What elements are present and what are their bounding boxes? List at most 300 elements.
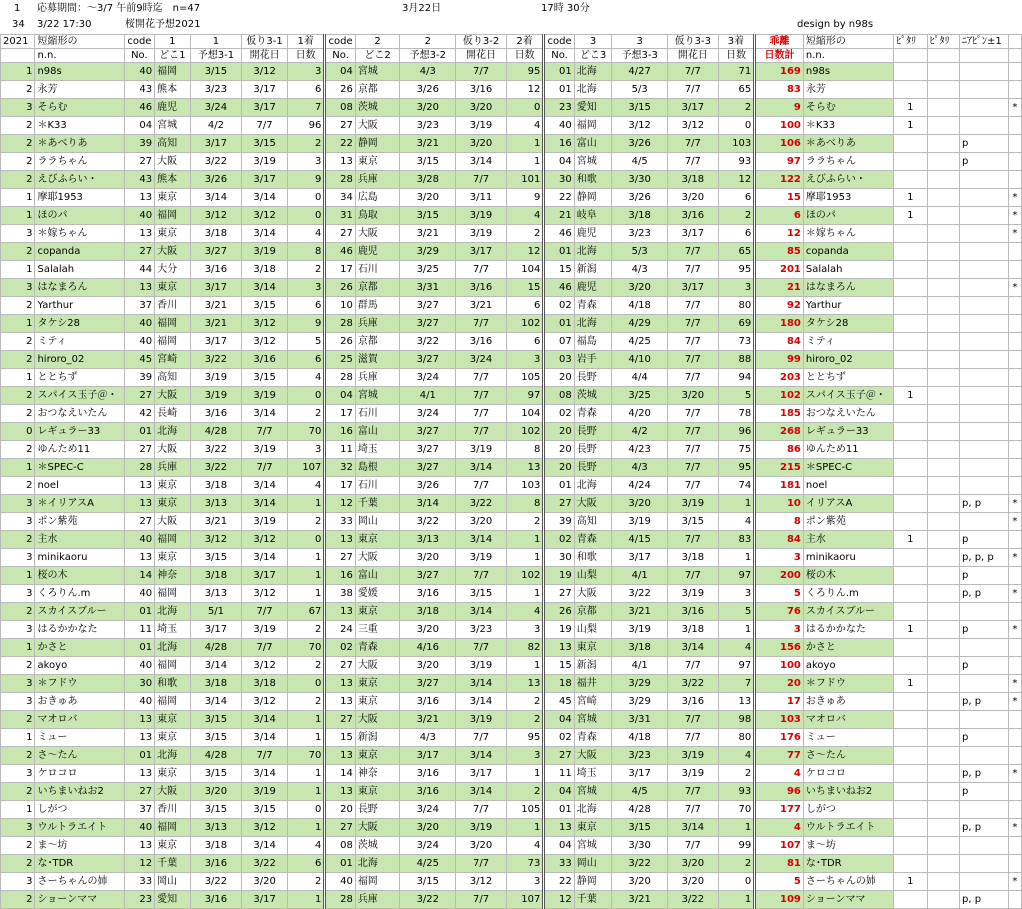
cell-total[interactable]: 86 <box>755 441 804 459</box>
cell-place1[interactable]: 宮崎 <box>155 351 190 369</box>
cell-code3[interactable]: 01 <box>544 801 574 819</box>
cell-bloom2[interactable]: 3/14 <box>456 693 507 711</box>
cell-total[interactable]: 268 <box>755 423 804 441</box>
cell-pitari-1[interactable]: 1 <box>894 675 927 693</box>
cell-place3[interactable]: 宮崎 <box>574 693 612 711</box>
cell-diff1[interactable]: 3 <box>287 279 325 297</box>
cell-bloom3[interactable]: 7/7 <box>668 783 719 801</box>
cell-pred2[interactable]: 3/20 <box>400 657 456 675</box>
cell-pred1[interactable]: 3/18 <box>190 477 242 495</box>
cell-bloom1[interactable]: 3/14 <box>242 189 288 207</box>
header-cell-pred1[interactable]: 1 <box>190 35 242 49</box>
cell-diff2[interactable]: 82 <box>506 639 544 657</box>
cell-place2[interactable]: 三重 <box>355 621 400 639</box>
cell-rank[interactable]: 0 <box>1 423 35 441</box>
cell-pred2[interactable]: 3/29 <box>400 243 456 261</box>
cell-name-repeat[interactable]: な･TDR <box>803 855 893 873</box>
cell-bloom1[interactable]: 3/15 <box>242 297 288 315</box>
cell-code2[interactable]: 13 <box>325 747 355 765</box>
cell-pred3[interactable]: 3/20 <box>612 279 668 297</box>
cell-bloom1[interactable]: 3/17 <box>242 171 288 189</box>
cell-total[interactable]: 10 <box>755 495 804 513</box>
cell-pred1[interactable]: 3/15 <box>190 765 242 783</box>
cell-place3[interactable]: 福井 <box>574 675 612 693</box>
header-cell-place3[interactable]: 3 <box>574 35 612 49</box>
cell-diff3[interactable]: 75 <box>718 441 755 459</box>
cell-bloom2[interactable]: 3/14 <box>456 675 507 693</box>
cell-bloom2[interactable]: 3/19 <box>456 549 507 567</box>
cell-pred2[interactable]: 3/14 <box>400 495 456 513</box>
cell-diff2[interactable]: 3 <box>506 621 544 639</box>
cell-pred3[interactable]: 5/3 <box>612 81 668 99</box>
cell-bloom2[interactable]: 3/19 <box>456 441 507 459</box>
cell-code2[interactable]: 26 <box>325 333 355 351</box>
cell-diff3[interactable]: 1 <box>718 819 755 837</box>
cell-name-repeat[interactable]: マオロバ <box>803 711 893 729</box>
cell-near-pin[interactable] <box>959 315 1008 333</box>
cell-bloom2[interactable]: 3/15 <box>456 585 507 603</box>
cell-code3[interactable]: 22 <box>544 189 574 207</box>
header-cell-diff1[interactable]: 日数 <box>287 49 325 63</box>
cell-bloom2[interactable]: 7/7 <box>456 315 507 333</box>
cell-place3[interactable]: 岐阜 <box>574 207 612 225</box>
cell-name[interactable]: くろりん.m <box>35 585 124 603</box>
cell-star[interactable] <box>1008 711 1021 729</box>
cell-bloom2[interactable]: 7/7 <box>456 891 507 909</box>
cell-name-repeat[interactable]: ＊フドウ <box>803 675 893 693</box>
cell-place2[interactable]: 石川 <box>355 477 400 495</box>
cell-code3[interactable]: 04 <box>544 153 574 171</box>
cell-name[interactable]: ミティ <box>35 333 124 351</box>
cell-star[interactable] <box>1008 801 1021 819</box>
cell-code1[interactable]: 30 <box>124 675 154 693</box>
cell-total[interactable]: 203 <box>755 369 804 387</box>
header-cell-pitari-2[interactable] <box>927 49 959 63</box>
cell-code3[interactable]: 20 <box>544 369 574 387</box>
cell-pitari-2[interactable] <box>927 891 959 909</box>
cell-diff1[interactable]: 4 <box>287 837 325 855</box>
cell-pitari-1[interactable] <box>894 819 927 837</box>
header-cell-pitari-1[interactable] <box>894 49 927 63</box>
cell-pred3[interactable]: 3/12 <box>612 117 668 135</box>
cell-code1[interactable]: 40 <box>124 585 154 603</box>
cell-near-pin[interactable]: p, p <box>959 819 1008 837</box>
cell-code2[interactable]: 17 <box>325 405 355 423</box>
cell-pred1[interactable]: 3/21 <box>190 315 242 333</box>
cell-bloom2[interactable]: 7/7 <box>456 801 507 819</box>
cell-code3[interactable]: 18 <box>544 675 574 693</box>
cell-place3[interactable]: 長野 <box>574 459 612 477</box>
cell-code1[interactable]: 43 <box>124 81 154 99</box>
cell-name-repeat[interactable]: おきゅあ <box>803 693 893 711</box>
cell-pred2[interactable]: 3/16 <box>400 693 456 711</box>
cell-code3[interactable]: 19 <box>544 621 574 639</box>
cell-bloom3[interactable]: 7/7 <box>668 567 719 585</box>
cell-diff1[interactable]: 0 <box>287 531 325 549</box>
cell-code3[interactable]: 13 <box>544 819 574 837</box>
cell-diff1[interactable]: 70 <box>287 747 325 765</box>
cell-place1[interactable]: 北海 <box>155 423 190 441</box>
cell-place2[interactable]: 大阪 <box>355 657 400 675</box>
cell-place2[interactable]: 茨城 <box>355 99 400 117</box>
cell-diff3[interactable]: 65 <box>718 243 755 261</box>
cell-code1[interactable]: 14 <box>124 567 154 585</box>
cell-code2[interactable]: 25 <box>325 351 355 369</box>
header-cell-star[interactable] <box>1008 35 1021 49</box>
cell-total[interactable]: 201 <box>755 261 804 279</box>
cell-place2[interactable]: 鳥取 <box>355 207 400 225</box>
cell-code3[interactable]: 33 <box>544 855 574 873</box>
cell-code1[interactable]: 27 <box>124 441 154 459</box>
cell-star[interactable] <box>1008 855 1021 873</box>
cell-code1[interactable]: 40 <box>124 333 154 351</box>
cell-pred1[interactable]: 3/14 <box>190 693 242 711</box>
cell-near-pin[interactable] <box>959 711 1008 729</box>
cell-place2[interactable]: 東京 <box>355 783 400 801</box>
cell-diff1[interactable]: 1 <box>287 495 325 513</box>
cell-pitari-1[interactable] <box>894 225 927 243</box>
cell-place1[interactable]: 熊本 <box>155 81 190 99</box>
cell-diff2[interactable]: 4 <box>506 837 544 855</box>
cell-place1[interactable]: 福岡 <box>155 657 190 675</box>
cell-diff2[interactable]: 15 <box>506 279 544 297</box>
cell-code1[interactable]: 40 <box>124 531 154 549</box>
cell-pitari-2[interactable] <box>927 657 959 675</box>
header-cell-total[interactable]: 日数計 <box>755 49 804 63</box>
cell-bloom3[interactable]: 3/17 <box>668 279 719 297</box>
cell-near-pin[interactable] <box>959 423 1008 441</box>
cell-bloom2[interactable]: 7/7 <box>456 855 507 873</box>
cell-pred1[interactable]: 3/12 <box>190 207 242 225</box>
cell-total[interactable]: 5 <box>755 585 804 603</box>
cell-bloom1[interactable]: 3/15 <box>242 801 288 819</box>
cell-place1[interactable]: 大阪 <box>155 387 190 405</box>
cell-name-repeat[interactable]: ゆんため11 <box>803 441 893 459</box>
cell-pitari-1[interactable]: 1 <box>894 621 927 639</box>
cell-near-pin[interactable]: p <box>959 567 1008 585</box>
cell-pred1[interactable]: 3/22 <box>190 351 242 369</box>
cell-place2[interactable]: 兵庫 <box>355 315 400 333</box>
cell-near-pin[interactable]: p <box>959 153 1008 171</box>
cell-code2[interactable]: 13 <box>325 603 355 621</box>
cell-code1[interactable]: 39 <box>124 135 154 153</box>
cell-place1[interactable]: 東京 <box>155 225 190 243</box>
cell-bloom1[interactable]: 3/17 <box>242 567 288 585</box>
cell-bloom1[interactable]: 7/7 <box>242 459 288 477</box>
cell-name[interactable]: minikaoru <box>35 549 124 567</box>
cell-code1[interactable]: 01 <box>124 639 154 657</box>
cell-diff1[interactable]: 2 <box>287 621 325 639</box>
cell-bloom2[interactable]: 3/20 <box>456 135 507 153</box>
cell-pred2[interactable]: 3/20 <box>400 189 456 207</box>
cell-bloom1[interactable]: 3/20 <box>242 873 288 891</box>
cell-diff3[interactable]: 83 <box>718 531 755 549</box>
cell-pred3[interactable]: 3/21 <box>612 891 668 909</box>
cell-diff1[interactable]: 2 <box>287 405 325 423</box>
cell-code2[interactable]: 38 <box>325 585 355 603</box>
cell-total[interactable]: 169 <box>755 63 804 81</box>
cell-place2[interactable]: 宮城 <box>355 63 400 81</box>
cell-pred3[interactable]: 3/22 <box>612 585 668 603</box>
cell-diff2[interactable]: 103 <box>506 477 544 495</box>
cell-total[interactable]: 17 <box>755 693 804 711</box>
cell-code2[interactable]: 34 <box>325 189 355 207</box>
header-cell-near-pin[interactable]: ﾆｱﾋﾟﾝ±1 <box>959 35 1008 49</box>
cell-pitari-1[interactable] <box>894 495 927 513</box>
cell-bloom2[interactable]: 7/7 <box>456 639 507 657</box>
cell-code1[interactable]: 27 <box>124 387 154 405</box>
cell-bloom3[interactable]: 7/7 <box>668 315 719 333</box>
cell-pred3[interactable]: 3/19 <box>612 621 668 639</box>
cell-near-pin[interactable] <box>959 837 1008 855</box>
cell-bloom1[interactable]: 3/14 <box>242 495 288 513</box>
cell-pitari-2[interactable] <box>927 369 959 387</box>
cell-bloom3[interactable]: 3/15 <box>668 513 719 531</box>
cell-place1[interactable]: 大阪 <box>155 153 190 171</box>
cell-total[interactable]: 3 <box>755 621 804 639</box>
cell-near-pin[interactable]: p <box>959 621 1008 639</box>
cell-diff2[interactable]: 1 <box>506 153 544 171</box>
cell-code3[interactable]: 04 <box>544 837 574 855</box>
cell-place1[interactable]: 埼玉 <box>155 621 190 639</box>
cell-rank[interactable]: 3 <box>1 99 35 117</box>
cell-diff1[interactable]: 1 <box>287 567 325 585</box>
cell-place1[interactable]: 大阪 <box>155 783 190 801</box>
cell-total[interactable]: 215 <box>755 459 804 477</box>
cell-code1[interactable]: 13 <box>124 837 154 855</box>
cell-diff3[interactable]: 74 <box>718 477 755 495</box>
cell-name[interactable]: さーちゃんの姉 <box>35 873 124 891</box>
cell-place2[interactable]: 富山 <box>355 423 400 441</box>
cell-near-pin[interactable] <box>959 333 1008 351</box>
cell-place1[interactable]: 大阪 <box>155 441 190 459</box>
cell-pitari-1[interactable] <box>894 297 927 315</box>
cell-diff3[interactable]: 6 <box>718 225 755 243</box>
cell-rank[interactable]: 3 <box>1 765 35 783</box>
cell-name[interactable]: ＊SPEC-C <box>35 459 124 477</box>
cell-bloom2[interactable]: 3/11 <box>456 189 507 207</box>
cell-diff3[interactable]: 1 <box>718 549 755 567</box>
cell-code3[interactable]: 02 <box>544 405 574 423</box>
cell-bloom3[interactable]: 3/20 <box>668 189 719 207</box>
cell-pred3[interactable]: 3/18 <box>612 207 668 225</box>
cell-place2[interactable]: 東京 <box>355 747 400 765</box>
cell-bloom2[interactable]: 7/7 <box>456 567 507 585</box>
cell-total[interactable]: 103 <box>755 711 804 729</box>
cell-star[interactable] <box>1008 63 1021 81</box>
cell-pred1[interactable]: 3/15 <box>190 63 242 81</box>
cell-star[interactable] <box>1008 351 1021 369</box>
cell-code2[interactable]: 46 <box>325 243 355 261</box>
cell-near-pin[interactable]: p, p <box>959 585 1008 603</box>
cell-bloom3[interactable]: 3/19 <box>668 747 719 765</box>
cell-code3[interactable]: 20 <box>544 459 574 477</box>
cell-bloom3[interactable]: 3/14 <box>668 639 719 657</box>
cell-name-repeat[interactable]: ＊SPEC-C <box>803 459 893 477</box>
cell-diff1[interactable]: 1 <box>287 711 325 729</box>
cell-pitari-2[interactable] <box>927 459 959 477</box>
cell-bloom1[interactable]: 3/16 <box>242 351 288 369</box>
cell-diff1[interactable]: 4 <box>287 477 325 495</box>
cell-place3[interactable]: 長野 <box>574 423 612 441</box>
cell-rank[interactable]: 2 <box>1 531 35 549</box>
cell-diff3[interactable]: 93 <box>718 153 755 171</box>
cell-pred2[interactable]: 3/24 <box>400 405 456 423</box>
cell-pitari-1[interactable]: 1 <box>894 387 927 405</box>
cell-code2[interactable]: 40 <box>325 873 355 891</box>
cell-diff1[interactable]: 107 <box>287 459 325 477</box>
cell-pitari-2[interactable] <box>927 855 959 873</box>
header-cell-diff1[interactable]: 1着 <box>287 35 325 49</box>
cell-rank[interactable]: 2 <box>1 405 35 423</box>
cell-pred2[interactable]: 4/1 <box>400 387 456 405</box>
cell-name-repeat[interactable]: タケシ28 <box>803 315 893 333</box>
cell-rank[interactable]: 3 <box>1 621 35 639</box>
cell-code2[interactable]: 04 <box>325 63 355 81</box>
cell-bloom2[interactable]: 3/21 <box>456 297 507 315</box>
cell-name[interactable]: ポン紫苑 <box>35 513 124 531</box>
cell-code1[interactable]: 40 <box>124 819 154 837</box>
cell-star[interactable] <box>1008 315 1021 333</box>
header-cell-near-pin[interactable] <box>959 49 1008 63</box>
cell-pitari-1[interactable] <box>894 369 927 387</box>
cell-pitari-2[interactable] <box>927 747 959 765</box>
cell-pred1[interactable]: 3/21 <box>190 513 242 531</box>
cell-star[interactable] <box>1008 387 1021 405</box>
cell-near-pin[interactable] <box>959 459 1008 477</box>
cell-pitari-1[interactable]: 1 <box>894 117 927 135</box>
cell-code1[interactable]: 40 <box>124 657 154 675</box>
cell-pred2[interactable]: 4/3 <box>400 729 456 747</box>
cell-near-pin[interactable] <box>959 369 1008 387</box>
cell-name-repeat[interactable]: おつなえいたん <box>803 405 893 423</box>
cell-name[interactable]: タケシ28 <box>35 315 124 333</box>
cell-place3[interactable]: 岩手 <box>574 351 612 369</box>
cell-bloom3[interactable]: 7/7 <box>668 423 719 441</box>
cell-diff1[interactable]: 7 <box>287 99 325 117</box>
cell-pitari-2[interactable] <box>927 315 959 333</box>
cell-star[interactable] <box>1008 477 1021 495</box>
cell-total[interactable]: 185 <box>755 405 804 423</box>
cell-name-repeat[interactable]: かさと <box>803 639 893 657</box>
cell-bloom1[interactable]: 3/18 <box>242 261 288 279</box>
header-cell-pred1[interactable]: 予想3-1 <box>190 49 242 63</box>
cell-pitari-2[interactable] <box>927 765 959 783</box>
cell-diff1[interactable]: 0 <box>287 675 325 693</box>
cell-place3[interactable]: 岡山 <box>574 855 612 873</box>
cell-diff2[interactable]: 1 <box>506 135 544 153</box>
cell-pred2[interactable]: 3/26 <box>400 81 456 99</box>
cell-total[interactable]: 100 <box>755 117 804 135</box>
cell-code1[interactable]: 33 <box>124 873 154 891</box>
cell-place1[interactable]: 千葉 <box>155 855 190 873</box>
cell-code1[interactable]: 27 <box>124 243 154 261</box>
cell-pred3[interactable]: 4/20 <box>612 405 668 423</box>
cell-place1[interactable]: 東京 <box>155 189 190 207</box>
cell-name-repeat[interactable]: イリアスA <box>803 495 893 513</box>
cell-near-pin[interactable] <box>959 747 1008 765</box>
cell-pred1[interactable]: 3/17 <box>190 621 242 639</box>
cell-pred1[interactable]: 3/16 <box>190 261 242 279</box>
cell-place2[interactable]: 愛媛 <box>355 585 400 603</box>
cell-diff2[interactable]: 9 <box>506 189 544 207</box>
cell-pred1[interactable]: 4/28 <box>190 747 242 765</box>
header-cell-diff2[interactable]: 日数 <box>506 49 544 63</box>
cell-total[interactable]: 9 <box>755 99 804 117</box>
cell-pred3[interactable]: 3/21 <box>612 603 668 621</box>
cell-bloom3[interactable]: 7/7 <box>668 477 719 495</box>
cell-pred3[interactable]: 3/30 <box>612 837 668 855</box>
header-cell-place1[interactable]: どこ1 <box>155 49 190 63</box>
cell-rank[interactable]: 1 <box>1 189 35 207</box>
cell-place2[interactable]: 大阪 <box>355 549 400 567</box>
cell-place1[interactable]: 鹿児 <box>155 99 190 117</box>
cell-name[interactable]: ウルトラエイト <box>35 819 124 837</box>
cell-pitari-2[interactable] <box>927 405 959 423</box>
cell-place2[interactable]: 石川 <box>355 405 400 423</box>
cell-name[interactable]: マオロバ <box>35 711 124 729</box>
cell-diff1[interactable]: 70 <box>287 639 325 657</box>
cell-place3[interactable]: 静岡 <box>574 873 612 891</box>
cell-pred2[interactable]: 4/16 <box>400 639 456 657</box>
cell-star[interactable] <box>1008 891 1021 909</box>
cell-diff3[interactable]: 2 <box>718 765 755 783</box>
cell-name-repeat[interactable]: 摩耶1953 <box>803 189 893 207</box>
cell-pred3[interactable]: 4/25 <box>612 333 668 351</box>
cell-place2[interactable]: 静岡 <box>355 135 400 153</box>
cell-code1[interactable]: 13 <box>124 225 154 243</box>
cell-bloom1[interactable]: 3/14 <box>242 477 288 495</box>
cell-rank[interactable]: 2 <box>1 837 35 855</box>
cell-code2[interactable]: 04 <box>325 387 355 405</box>
cell-star[interactable] <box>1008 81 1021 99</box>
cell-place1[interactable]: 長崎 <box>155 405 190 423</box>
cell-code3[interactable]: 01 <box>544 81 574 99</box>
cell-bloom2[interactable]: 3/22 <box>456 495 507 513</box>
cell-code2[interactable]: 33 <box>325 513 355 531</box>
cell-bloom1[interactable]: 3/19 <box>242 387 288 405</box>
cell-near-pin[interactable] <box>959 351 1008 369</box>
cell-pred2[interactable]: 4/3 <box>400 63 456 81</box>
cell-pitari-1[interactable] <box>894 657 927 675</box>
cell-place2[interactable]: 千葉 <box>355 495 400 513</box>
cell-diff3[interactable]: 97 <box>718 657 755 675</box>
cell-name[interactable]: noel <box>35 477 124 495</box>
cell-diff3[interactable]: 12 <box>718 171 755 189</box>
cell-name-repeat[interactable]: いちまいねお2 <box>803 783 893 801</box>
cell-pred1[interactable]: 3/24 <box>190 99 242 117</box>
cell-code1[interactable]: 40 <box>124 693 154 711</box>
cell-pred2[interactable]: 3/16 <box>400 585 456 603</box>
cell-place2[interactable]: 大阪 <box>355 117 400 135</box>
cell-rank[interactable]: 1 <box>1 207 35 225</box>
cell-diff3[interactable]: 78 <box>718 405 755 423</box>
cell-diff1[interactable]: 6 <box>287 81 325 99</box>
cell-place2[interactable]: 東京 <box>355 603 400 621</box>
cell-diff2[interactable]: 102 <box>506 423 544 441</box>
cell-star[interactable] <box>1008 171 1021 189</box>
cell-pitari-2[interactable] <box>927 549 959 567</box>
cell-place1[interactable]: 香川 <box>155 801 190 819</box>
cell-code2[interactable]: 27 <box>325 549 355 567</box>
cell-diff3[interactable]: 97 <box>718 567 755 585</box>
cell-name-repeat[interactable]: 主水 <box>803 531 893 549</box>
cell-pred3[interactable]: 3/30 <box>612 171 668 189</box>
cell-pred1[interactable]: 3/13 <box>190 819 242 837</box>
cell-pred2[interactable]: 3/17 <box>400 747 456 765</box>
cell-place2[interactable]: 京都 <box>355 81 400 99</box>
cell-pred3[interactable]: 3/26 <box>612 189 668 207</box>
